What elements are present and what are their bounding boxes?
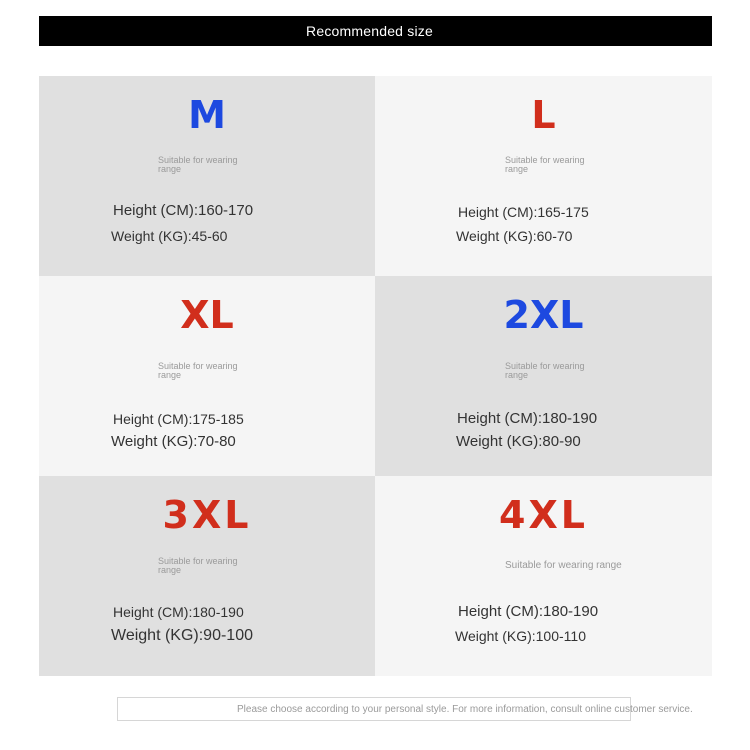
- size-label: M: [188, 93, 226, 137]
- range-caption: Suitable for wearing range: [505, 361, 585, 380]
- range-caption: Suitable for wearing range: [505, 560, 622, 571]
- range-caption: Suitable for wearing range: [505, 155, 585, 174]
- height-spec: Height (CM):180-190: [457, 410, 598, 427]
- size-card-m: [39, 76, 375, 276]
- weight-spec: Weight (KG):45-60: [111, 228, 228, 244]
- height-spec: Height (CM):180-190: [113, 604, 244, 620]
- size-label: L: [531, 93, 556, 137]
- size-card-xl: [39, 276, 375, 476]
- banner-title: Recommended size: [306, 23, 433, 39]
- size-card-4xl: [375, 476, 712, 676]
- range-caption: Suitable for wearing range: [158, 556, 238, 575]
- size-card-3xl: [39, 476, 375, 676]
- recommended-size-banner: [39, 16, 712, 46]
- height-spec: Height (CM):165-175: [458, 204, 589, 220]
- weight-spec: Weight (KG):90-100: [111, 627, 253, 644]
- size-card-l: [375, 76, 712, 276]
- size-label: 2XL: [503, 293, 584, 337]
- range-caption: Suitable for wearing range: [158, 155, 238, 174]
- size-grid: [39, 76, 712, 676]
- height-spec: Height (CM):180-190: [458, 603, 599, 620]
- size-label: 3XL: [162, 493, 252, 537]
- height-spec: Height (CM):175-185: [113, 411, 244, 427]
- range-caption: Suitable for wearing range: [158, 361, 238, 380]
- weight-spec: Weight (KG):60-70: [456, 228, 573, 244]
- weight-spec: Weight (KG):80-90: [456, 433, 581, 450]
- size-label: 4XL: [499, 493, 588, 537]
- height-spec: Height (CM):160-170: [113, 202, 254, 219]
- weight-spec: Weight (KG):70-80: [111, 433, 236, 450]
- weight-spec: Weight (KG):100-110: [455, 628, 586, 644]
- footer-note: Please choose according to your personal style. For more information, consult online customer service.: [237, 704, 693, 715]
- size-label: XL: [180, 293, 234, 337]
- size-card-2xl: [375, 276, 712, 476]
